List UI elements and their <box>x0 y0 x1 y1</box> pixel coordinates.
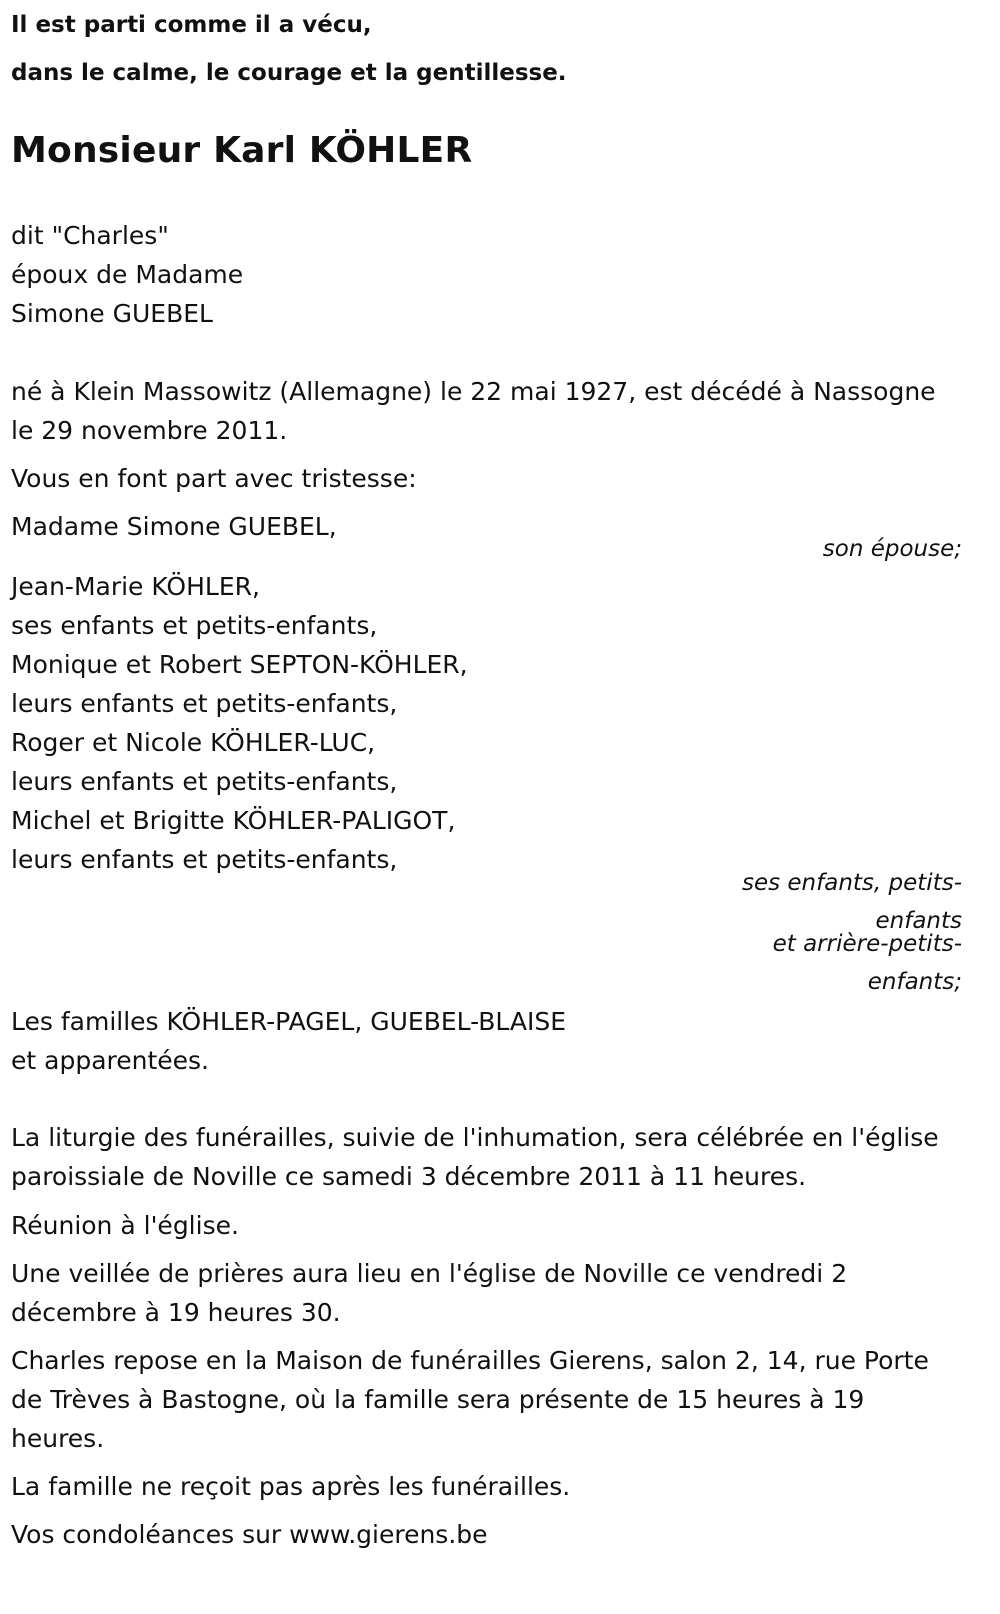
children-role-line: et arrière-petits- <box>772 931 962 957</box>
deceased-name: Monsieur Karl KÖHLER <box>11 130 473 171</box>
rest-line-1: Charles repose en la Maison de funérailles Gierens, salon 2, 14, rue Porte <box>11 1346 929 1375</box>
vigil-line-2: décembre à 19 heures 30. <box>11 1298 341 1327</box>
family-child-line: leurs enfants et petits-enfants, <box>11 767 398 796</box>
liturgy-line-1: La liturgie des funérailles, suivie de l'inhumation, sera célébrée en l'église <box>11 1123 939 1152</box>
family-spouse: Madame Simone GUEBEL, <box>11 512 337 541</box>
rest-line-2: de Trèves à Bastogne, où la famille sera présente de 15 heures à 19 <box>11 1385 865 1414</box>
children-role-line: enfants; <box>867 969 962 995</box>
spouse-role: son épouse; <box>822 536 962 562</box>
rest-line-3: heures. <box>11 1424 105 1453</box>
intro-line-2: dans le calme, le courage et la gentillesse. <box>11 60 567 86</box>
family-child-line: Monique et Robert SEPTON-KÖHLER, <box>11 650 468 679</box>
meeting-note: Réunion à l'église. <box>11 1211 239 1240</box>
family-child-line: Michel et Brigitte KÖHLER-PALIGOT, <box>11 806 456 835</box>
family-child-line: Roger et Nicole KÖHLER-LUC, <box>11 728 376 757</box>
relatives-line-1: Les familles KÖHLER-PAGEL, GUEBEL-BLAISE <box>11 1007 567 1036</box>
spouse-line-1: époux de Madame <box>11 260 244 289</box>
condolences-note: Vos condoléances sur www.gierens.be <box>11 1520 488 1549</box>
children-role-line: ses enfants, petits- <box>741 870 962 896</box>
children-role-line: enfants <box>875 908 962 934</box>
no-reception-note: La famille ne reçoit pas après les funérailles. <box>11 1472 571 1501</box>
vigil-line-1: Une veillée de prières aura lieu en l'église de Noville ce vendredi 2 <box>11 1259 848 1288</box>
family-child-line: leurs enfants et petits-enfants, <box>11 689 398 718</box>
announcement: Vous en font part avec tristesse: <box>11 464 417 493</box>
intro-line-1: Il est parti comme il a vécu, <box>11 12 372 38</box>
family-child-line: ses enfants et petits-enfants, <box>11 611 378 640</box>
deceased-alias: dit "Charles" <box>11 221 169 250</box>
family-child-line: Jean-Marie KÖHLER, <box>11 572 260 601</box>
birth-death-line-1: né à Klein Massowitz (Allemagne) le 22 mai 1927, est décédé à Nassogne <box>11 377 936 406</box>
liturgy-line-2: paroissiale de Noville ce samedi 3 décembre 2011 à 11 heures. <box>11 1162 807 1191</box>
birth-death-line-2: le 29 novembre 2011. <box>11 416 288 445</box>
spouse-line-2: Simone GUEBEL <box>11 299 213 328</box>
relatives-line-2: et apparentées. <box>11 1046 209 1075</box>
family-child-line: leurs enfants et petits-enfants, <box>11 845 398 874</box>
